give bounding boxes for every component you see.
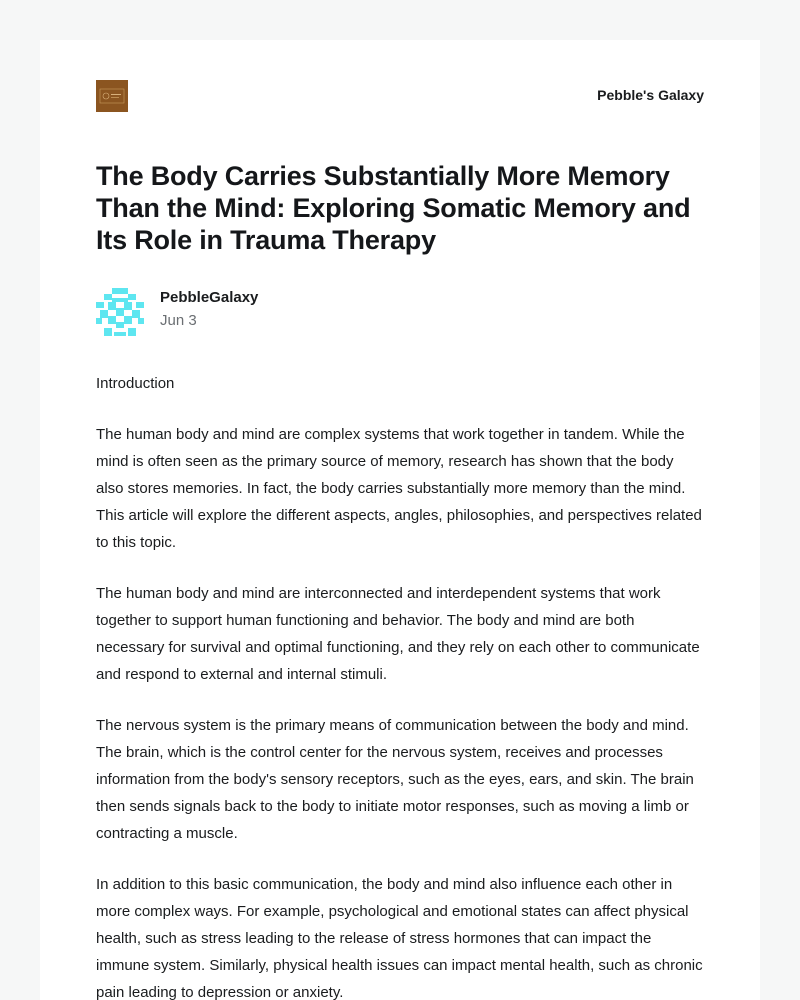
article-card [40,40,760,1000]
article-body [96,370,704,1000]
article-title: The Body Carries Substantially More Memory Than the Mind: Exploring Somatic Memory and Its Role in Trauma Therapy [96,161,691,255]
paragraph: The human body and mind are interconnected and interdependent systems that work together to support human functioning and behavior. The body and mind are both necessary for survival and optimal functioning, and they rely on each other to communicate and respond to external and internal stimuli. [96,585,700,683]
publication-header [96,80,704,112]
identicon-icon [96,288,144,336]
paragraph: Introduction [96,375,175,392]
publish-date: Jun 3 [160,312,197,329]
paragraph: The human body and mind are complex systems that work together in tandem. While the mind is often seen as the primary source of memory, research has shown that the body also stores memories. In fact, the body carries substantially more memory than the mind. This article will explore the different aspects, angles, philosophies, and perspectives related to this topic. [96,426,702,551]
article-container [96,80,704,1000]
author-byline [96,288,704,332]
author-name[interactable]: PebbleGalaxy [160,289,259,306]
paragraph: In addition to this basic communication, the body and mind also influence each other in more complex ways. For example, psychological and emotional states can affect physical health, such as stress leading to the release of stress hormones that can impact the immune system. Similarly, physical health issues can impact mental health, such as chronic pain leading to depression or anxiety. [96,876,703,1000]
paragraph: The nervous system is the primary means of communication between the body and mind. The brain, which is the control center for the nervous system, receives and processes information from the body's sensory receptors, such as the eyes, ears, and skin. The brain then sends signals back to the body to initiate motor responses, such as moving a limb or contracting a muscle. [96,717,694,842]
publication-name-link[interactable]: Pebble's Galaxy [597,87,704,103]
publication-logo-icon[interactable] [96,80,128,112]
author-avatar[interactable] [96,288,144,336]
